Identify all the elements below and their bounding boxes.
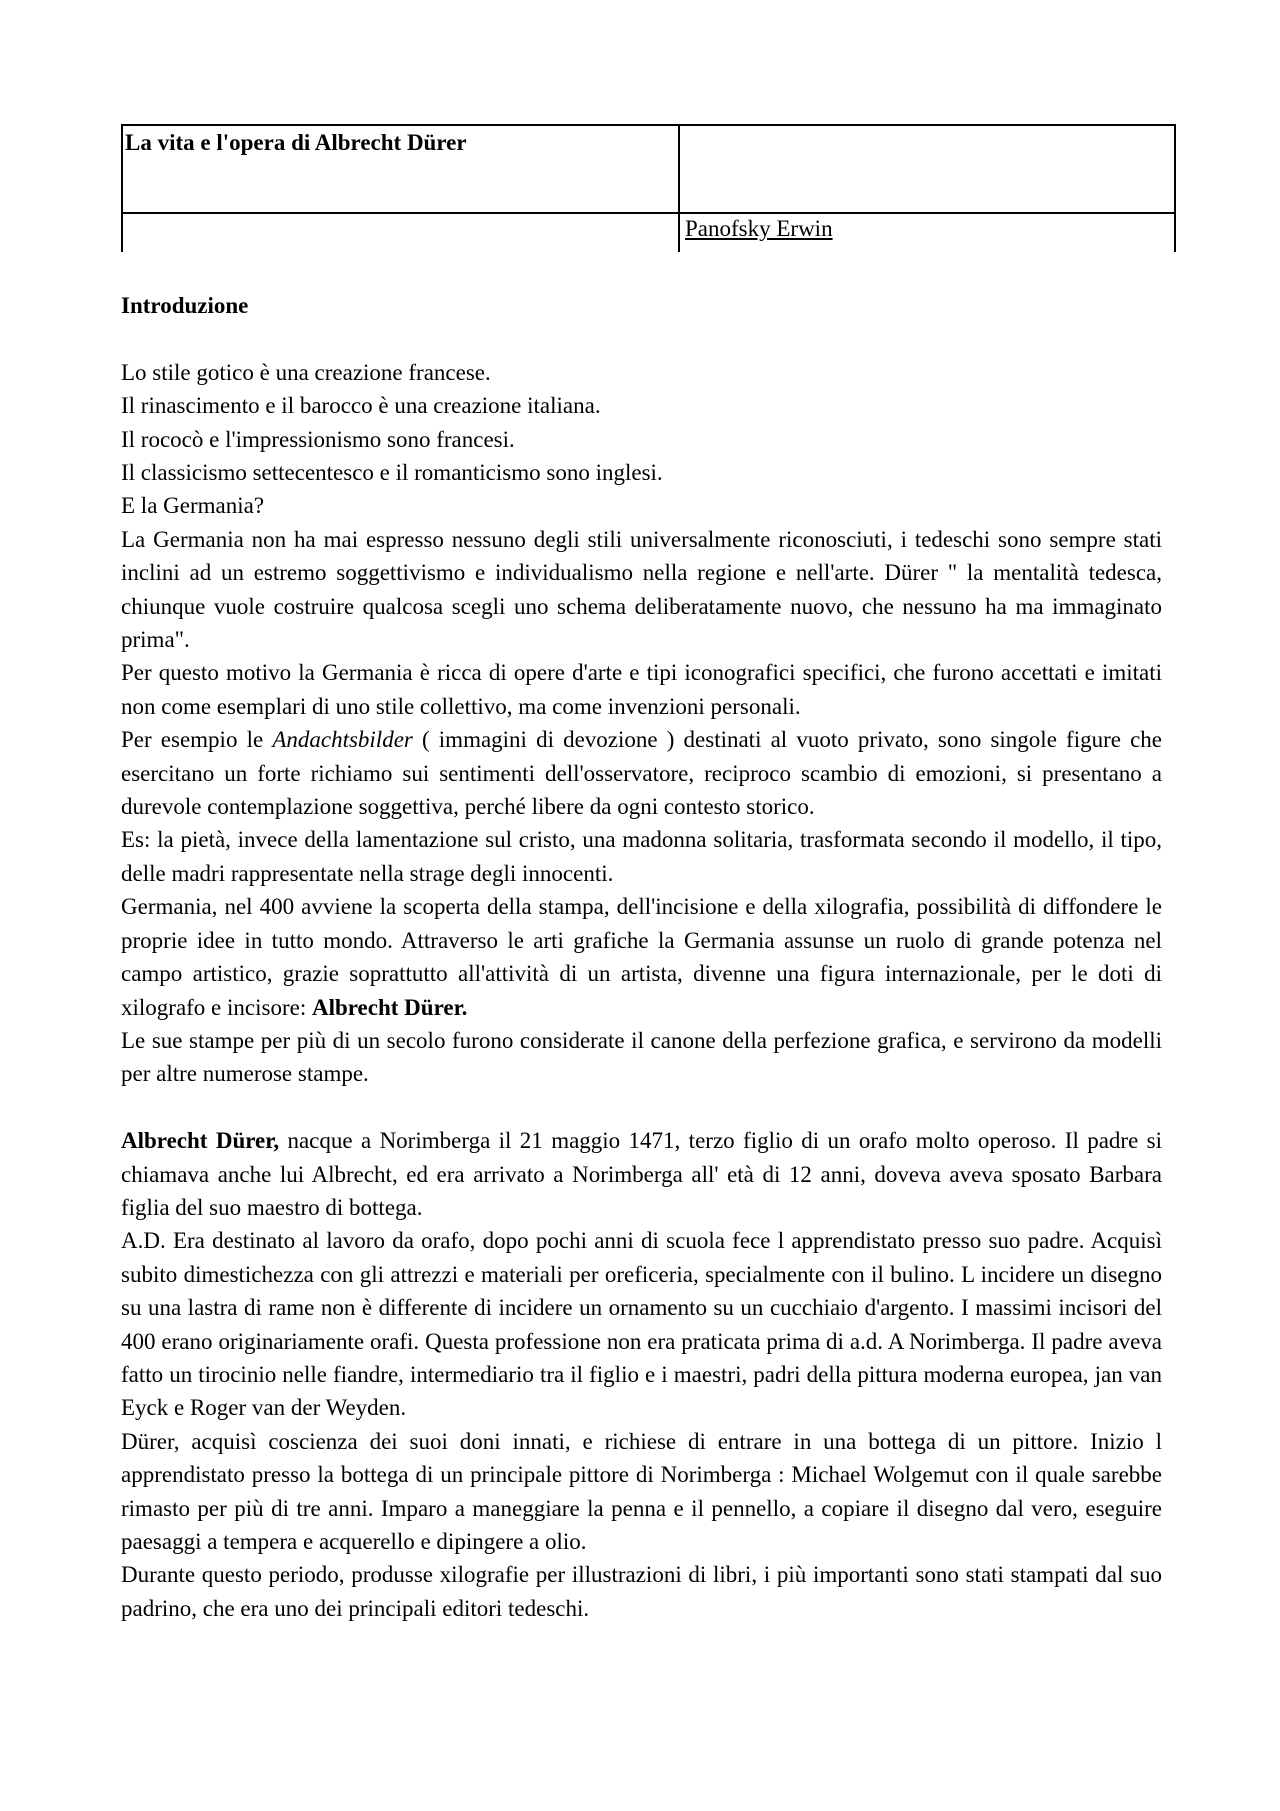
document-title: La vita e l'opera di Albrecht Dürer <box>125 130 467 155</box>
paragraph: Durante questo periodo, produsse xilografie per illustrazioni di libri, i più importanti sono stati stampati dal suo padrino, che era uno dei principali editori tedeschi. <box>121 1562 1162 1621</box>
table-border-left <box>121 124 123 252</box>
intro-line: Il rinascimento e il barocco è una creazione italiana. <box>121 393 601 419</box>
bold-name: Albrecht Dürer, <box>121 1128 280 1154</box>
intro-line: Il classicismo settecentesco e il romanticismo sono inglesi. <box>121 460 663 486</box>
table-border-top <box>121 124 1176 126</box>
table-border-right <box>1174 124 1176 252</box>
paragraph: La Germania non ha mai espresso nessuno degli stili universalmente riconosciuti, i tedeschi sono sempre stati inclini ad un estremo soggettivismo e individualismo nella regione e nell'arte. Dürer " la mentalità tedesca, chiunque vuole costruire qualcosa scegli uno schema deliberatamente nuovo, che nessuno ha ma immaginato prima". <box>121 526 1162 653</box>
paragraph: Dürer, acquisì coscienza dei suoi doni innati, e richiese di entrare in una bottega di un pittore. Inizio l apprendistato presso la bottega di un principale pittore di Norimberga : Michael Wolgemut con il quale sarebbe rimasto per più di tre anni. Imparo a maneggiare la penna e il pennello, a copiare il disegno dal vero, eseguire paesaggi a tempera e acquerello e dipingere a olio. <box>121 1428 1162 1554</box>
italic-term: Andachtsbilder <box>272 727 413 753</box>
paragraph: Per questo motivo la Germania è ricca di opere d'arte e tipi iconografici specifici, che furono accettati e imitati non come esemplari di uno stile collettivo, ma come invenzioni personali. <box>121 660 1162 719</box>
paragraph: Germania, nel 400 avviene la scoperta della stampa, dell'incisione e della xilografia, possibilità di diffondere le proprie idee in tutto mondo. Attraverso le arti grafiche la Germania assunse un ruolo di grande potenza nel campo artistico, grazie soprattutto all'attività di un artista, divenne una figura internazionale, per le doti di xilografo e incisore: Albrecht Dürer. <box>121 894 1162 1020</box>
section-heading: Introduzione <box>121 293 249 318</box>
intro-line: Il rococò e l'impressionismo sono francesi. <box>121 426 515 452</box>
table-border-middle <box>121 212 1176 214</box>
paragraph: Albrecht Dürer, nacque a Norimberga il 21 maggio 1471, terzo figlio di un orafo molto operoso. Il padre si chiamava anche lui Albrecht, ed era arrivato a Norimberga all' età di 12 anni, doveva aveva sposato Barbara figlia del suo maestro di bottega. <box>121 1128 1163 1220</box>
document-body <box>121 289 1162 1625</box>
paragraph: Es: la pietà, invece della lamentazione sul cristo, una madonna solitaria, trasformata secondo il modello, il tipo, delle madri rappresentate nella strage degli innocenti. <box>121 827 1162 886</box>
intro-line: E la Germania? <box>121 493 265 519</box>
bold-name: Albrecht Dürer. <box>311 994 468 1020</box>
document-author: Panofsky Erwin <box>685 216 833 241</box>
paragraph: Per esempio le Andachtsbilder ( immagini di devozione ) destinati al vuoto privato, sono singole figure che esercitano un forte richiamo sui sentimenti dell'osservatore, reciproco scambio di emozioni, si presentano a durevole contemplazione soggettiva, perché libere da ogni contesto storico. <box>121 727 1162 820</box>
header-table <box>121 124 1176 252</box>
paragraph: A.D. Era destinato al lavoro da orafo, dopo pochi anni di scuola fece l apprendistato presso suo padre. Acquisì subito dimestichezza con gli attrezzi e materiali per oreficeria, specialmente con il bulino. L incidere un disegno su una lastra di rame non è differente di incidere un ornamento su un cucchiaio d'argento. I massimi incisori del 400 erano originariamente orafi. Questa professione non era praticata prima di a.d. A Norimberga. Il padre aveva fatto un tirocinio nelle fiandre, intermediario tra il figlio e i maestri, padri della pittura moderna europea, jan van Eyck e Roger van der Weyden. <box>121 1228 1162 1421</box>
paragraph: Le sue stampe per più di un secolo furono considerate il canone della perfezione grafica, e servirono da modelli per altre numerose stampe. <box>121 1027 1162 1087</box>
intro-line: Lo stile gotico è una creazione francese. <box>121 359 491 385</box>
table-border-center <box>678 124 680 252</box>
